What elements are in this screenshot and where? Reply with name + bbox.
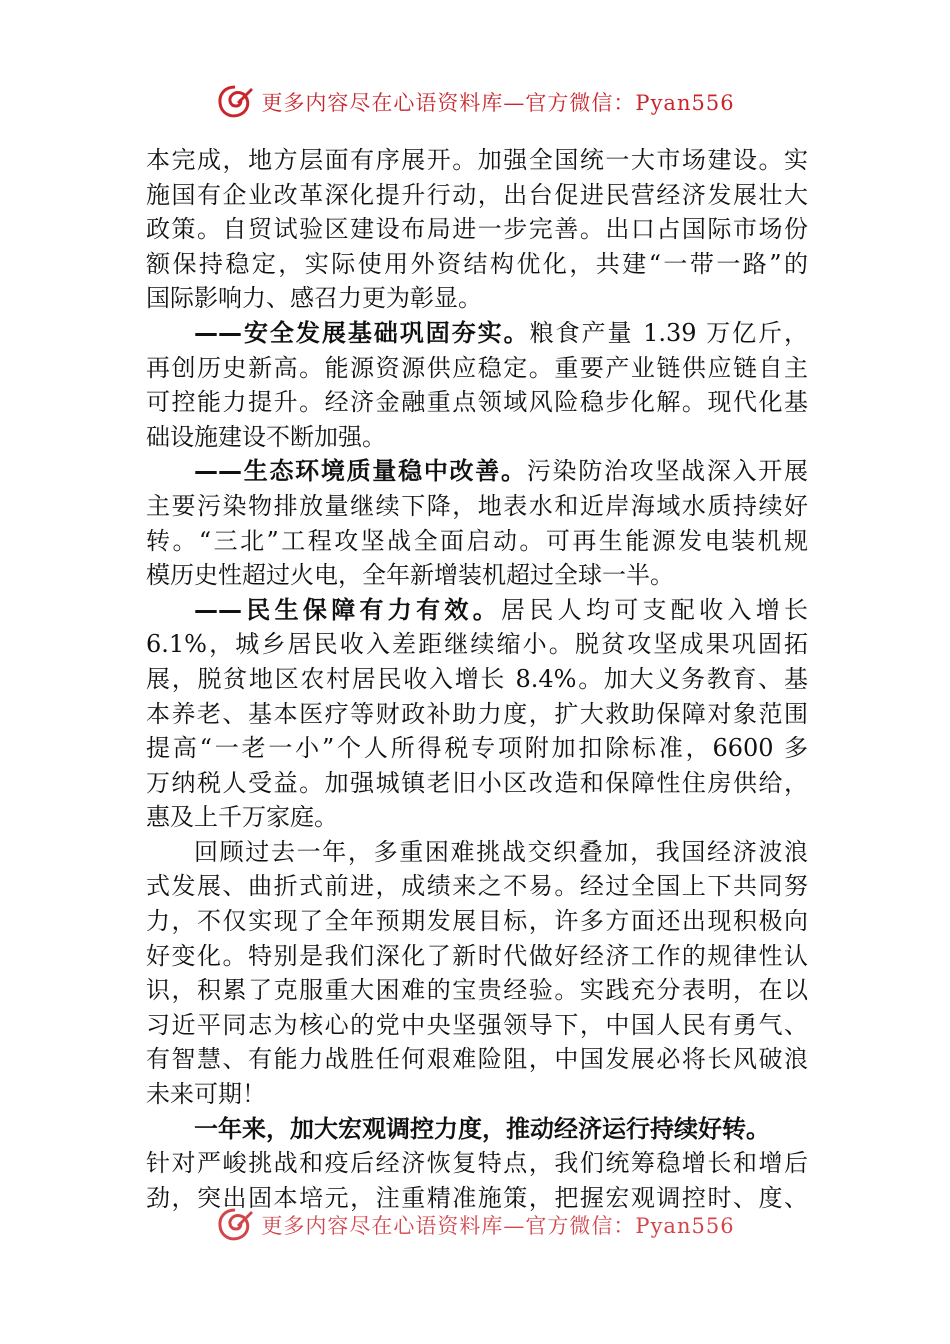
- section-heading-ecology: ——生态环境质量稳中改善。: [194, 457, 527, 486]
- body-line: 施国有企业改革深化提升行动，出台促进民营经济发展壮大: [146, 180, 808, 209]
- body-line: 未来可期！: [146, 1080, 266, 1109]
- body-text: 居民人均可支配收入增长: [501, 595, 808, 624]
- body-line: 万纳税人受益。加强城镇老旧小区改造和保障性住房供给，: [146, 768, 808, 797]
- section-line-ecology: [146, 454, 808, 489]
- document-body: [146, 143, 808, 1215]
- footer-watermark: [0, 1205, 950, 1245]
- body-line: 政策。自贸试验区建设布局进一步完善。出口占国际市场份: [146, 215, 808, 244]
- body-line: 可控能力提升。经济金融重点领域风险稳步化解。现代化基: [146, 388, 808, 417]
- section-line-security: [146, 316, 808, 351]
- watermark-text: 更多内容尽在心语资料库—官方微信：Pyan556: [261, 91, 735, 115]
- body-line: 习近平同志为核心的党中央坚强领导下，中国人民有勇气、: [146, 1010, 808, 1039]
- body-line: 惠及上千万家庭。: [146, 803, 338, 832]
- body-line: 本养老、基本医疗等财政补助力度，扩大救助保障对象范围: [146, 699, 808, 728]
- body-line: 主要污染物排放量继续下降，地表水和近岸海域水质持续好: [146, 491, 808, 520]
- body-line: 好变化。特别是我们深化了新时代做好经济工作的规律性认: [146, 941, 808, 970]
- body-line: 础设施建设不断加强。: [146, 422, 386, 451]
- spiral-pen-logo-icon: [215, 82, 255, 122]
- body-line: 提高“一老一小”个人所得税专项附加扣除标准，6600 多: [146, 734, 808, 763]
- body-line: 模历史性超过火电，全年新增装机超过全球一半。: [146, 561, 674, 590]
- body-text: 粮食产量 1.39 万亿斤，: [529, 318, 809, 347]
- header-watermark: [0, 82, 950, 122]
- spiral-pen-logo-icon: [215, 1205, 255, 1245]
- body-line: 有智慧、有能力战胜任何艰难险阻，中国发展必将长风破浪: [146, 1045, 808, 1074]
- section-line-macro: [146, 1112, 808, 1147]
- body-line: 式发展、曲折式前进，成绩来之不易。经过全国上下共同努: [146, 872, 808, 901]
- watermark-text: 更多内容尽在心语资料库—官方微信：Pyan556: [261, 1214, 735, 1238]
- body-line: 额保持稳定，实际使用外资结构优化，共建“一带一路”的: [146, 249, 808, 278]
- section-line-livelihood: [146, 593, 808, 628]
- section-heading-security: ——安全发展基础巩固夯实。: [194, 318, 530, 347]
- body-line: 6.1%，城乡居民收入差距继续缩小。脱贫攻坚成果巩固拓: [146, 630, 808, 659]
- body-line: 转。“三北”工程攻坚战全面启动。可再生能源发电装机规: [146, 526, 808, 555]
- body-line: 力，不仅实现了全年预期发展目标，许多方面还出现积极向: [146, 907, 808, 936]
- section-heading-livelihood: ——民生保障有力有效。: [194, 595, 501, 624]
- body-line: 国际影响力、感召力更为彰显。: [146, 284, 482, 313]
- body-line: 识，积累了克服重大困难的宝贵经验。实践充分表明，在以: [146, 976, 808, 1005]
- body-line: 针对严峻挑战和疫后经济恢复特点，我们统筹稳增长和增后: [146, 1149, 808, 1178]
- body-line: 再创历史新高。能源资源供应稳定。重要产业链供应链自主: [146, 353, 808, 382]
- section-heading-macro: 一年来，加大宏观调控力度，推动经济运行持续好转。: [194, 1114, 770, 1143]
- body-line: 展，脱贫地区农村居民收入增长 8.4%。加大义务教育、基: [146, 664, 808, 693]
- body-line: 本完成，地方层面有序展开。加强全国统一大市场建设。实: [146, 146, 808, 174]
- body-text: 污染防治攻坚战深入开展: [526, 457, 809, 486]
- body-line: 回顾过去一年，多重困难挑战交织叠加，我国经济波浪: [194, 837, 808, 866]
- body-line: 劲，突出固本培元，注重精准施策，把握宏观调控时、度、: [146, 1183, 808, 1212]
